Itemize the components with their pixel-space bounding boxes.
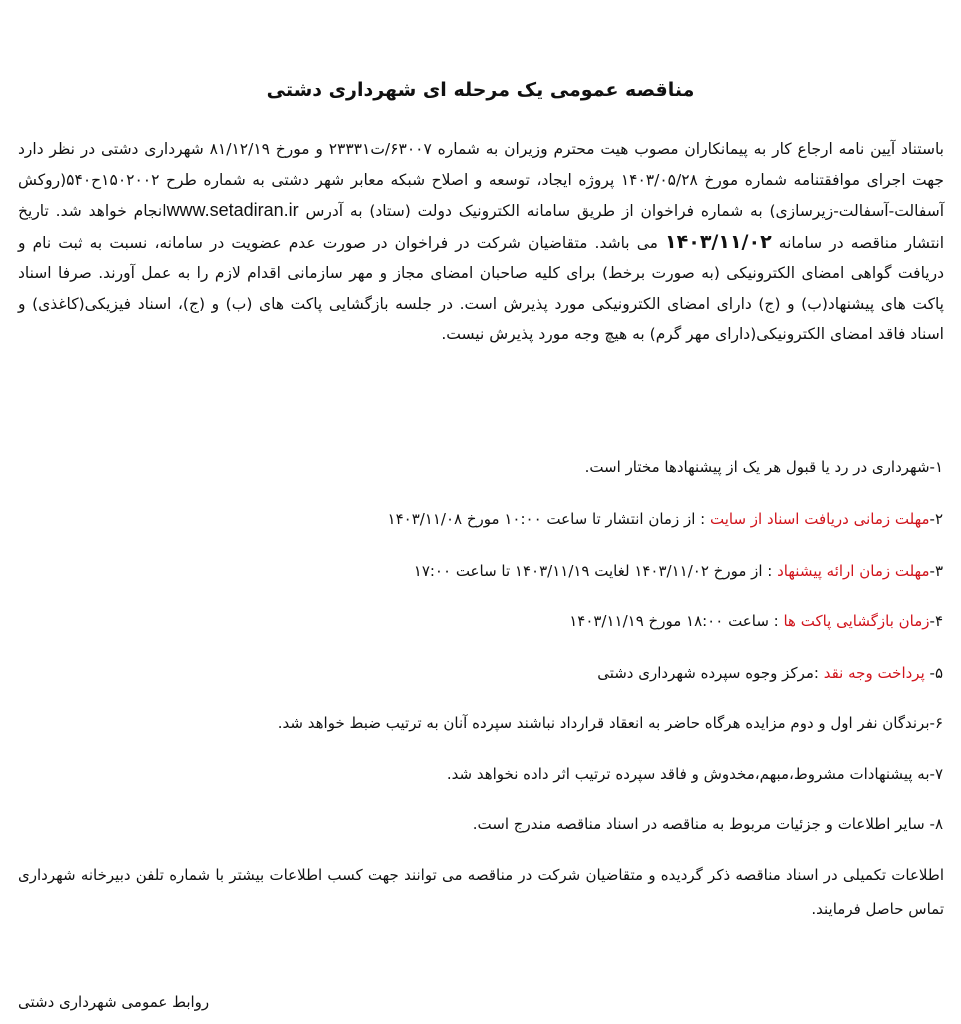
item-highlight: مهلت زمان ارائه پیشنهاد [777, 562, 930, 580]
setad-website-link[interactable]: www.setadiran.ir [166, 200, 299, 220]
condition-item-2-document-deadline [388, 507, 943, 531]
item-number: ۶- [929, 714, 943, 732]
item-number: ۱- [929, 458, 943, 476]
condition-item-5-cash-payment [597, 661, 943, 685]
condition-item-8 [473, 812, 943, 836]
intro-text-part2: انجام خواهد شد. تاریخ انتشار مناقصه در سامانه [18, 202, 944, 252]
item-highlight: زمان بازگشایی پاکت ها [783, 612, 930, 630]
item-number: ۲- [929, 510, 943, 528]
item-number: ۷- [929, 765, 943, 783]
intro-paragraph [18, 134, 944, 350]
publish-date: ۱۴۰۳/۱۱/۰۲ [665, 230, 772, 253]
condition-item-3-bid-deadline [414, 559, 943, 583]
item-text: :مرکز وجوه سپرده شهرداری دشتی [597, 664, 824, 682]
intro-text-part1: باستناد آیین نامه ارجاع کار به پیمانکاران مصوب هیت محترم وزیران به شماره ۶۳۰۰۷/ت۲۳۳۳۱ و مورخ ۸۱/۱۲/۱۹ شهرداری دشتی در نظر دارد جهت اجرای موافقتنامه شماره مورخ ۱۴۰۳/۰۵/۲۸ پروژه ایجاد، توسعه و اصلاح شبکه معابر شهر دشتی به شماره طرح ۱۵۰۲۰۰۲ح۵۴۰(روکش آسفالت-آسفالت-زیرسازی) به شماره فراخوان از طریق سامانه الکترونیک دولت (ستاد) به آدرس [18, 140, 945, 220]
item-text: : از مورخ ۱۴۰۳/۱۱/۰۲ لغایت ۱۴۰۳/۱۱/۱۹ تا ساعت ۱۷:۰۰ [413, 562, 778, 580]
condition-item-6 [278, 711, 943, 735]
item-number: ۸- [924, 815, 943, 833]
condition-item-7 [447, 762, 943, 786]
item-text: برندگان نفر اول و دوم مزایده هرگاه حاضر به انعقاد قرارداد نباشند سپرده آنان به ترتیب ضبط خواهد شد. [277, 714, 930, 732]
item-highlight: پرداخت وجه نقد [823, 664, 925, 682]
condition-item-1 [585, 455, 943, 479]
item-text: سایر اطلاعات و جزئیات مربوط به مناقصه در اسناد مناقصه مندرج است. [472, 815, 925, 833]
item-text: : ساعت ۱۸:۰۰ مورخ ۱۴۰۳/۱۱/۱۹ [569, 612, 784, 630]
item-text: شهرداری در رد یا قبول هر یک از پیشنهادها مختار است. [584, 458, 930, 476]
signature-public-relations: روابط عمومی شهرداری دشتی [18, 993, 210, 1011]
item-highlight: مهلت زمانی دریافت اسناد از سایت [709, 510, 930, 528]
item-text: به پیشنهادات مشروط،مبهم،مخدوش و فاقد سپرده ترتیب اثر داده نخواهد شد. [446, 765, 930, 783]
notice-title: مناقصه عمومی یک مرحله ای شهرداری دشتی [266, 79, 695, 101]
additional-info-paragraph: اطلاعات تکمیلی در اسناد مناقصه ذکر گردیده و متقاضیان شرکت در مناقصه می توانند جهت کسب اطلاعات بیشتر با شماره تلفن دبیرخانه شهرداری تماس حاصل فرمایند. [18, 866, 944, 918]
item-number: ۴- [929, 612, 943, 630]
condition-item-4-opening-time [569, 609, 943, 633]
intro-text-part3: می باشد. متقاضیان شرکت در فراخوان در صورت عدم عضویت در سامانه، نسبت به ثبت نام و دریافت گواهی امضای الکترونیکی (به صورت برخط) برای کلیه صاحبان امضای مجاز و مهر سازمانی اقدام لازم را به عمل آورند. صرفا اسناد پاکت های پیشنهاد(ب) و (ج) دارای امضای الکترونیکی مورد پذیرش است. در جلسه بازگشایی پاکت های (ب) و (ج)، اسناد فیزیکی(کاغذی) و اسناد فاقد امضای الکترونیکی(دارای مهر گرم) به هیچ وجه مورد پذیرش نیست. [18, 233, 944, 343]
item-number: ۳- [929, 562, 943, 580]
item-text: : از زمان انتشار تا ساعت ۱۰:۰۰ مورخ ۱۴۰۳/۱۱/۰۸ [387, 510, 710, 528]
item-number: ۵- [924, 664, 943, 682]
